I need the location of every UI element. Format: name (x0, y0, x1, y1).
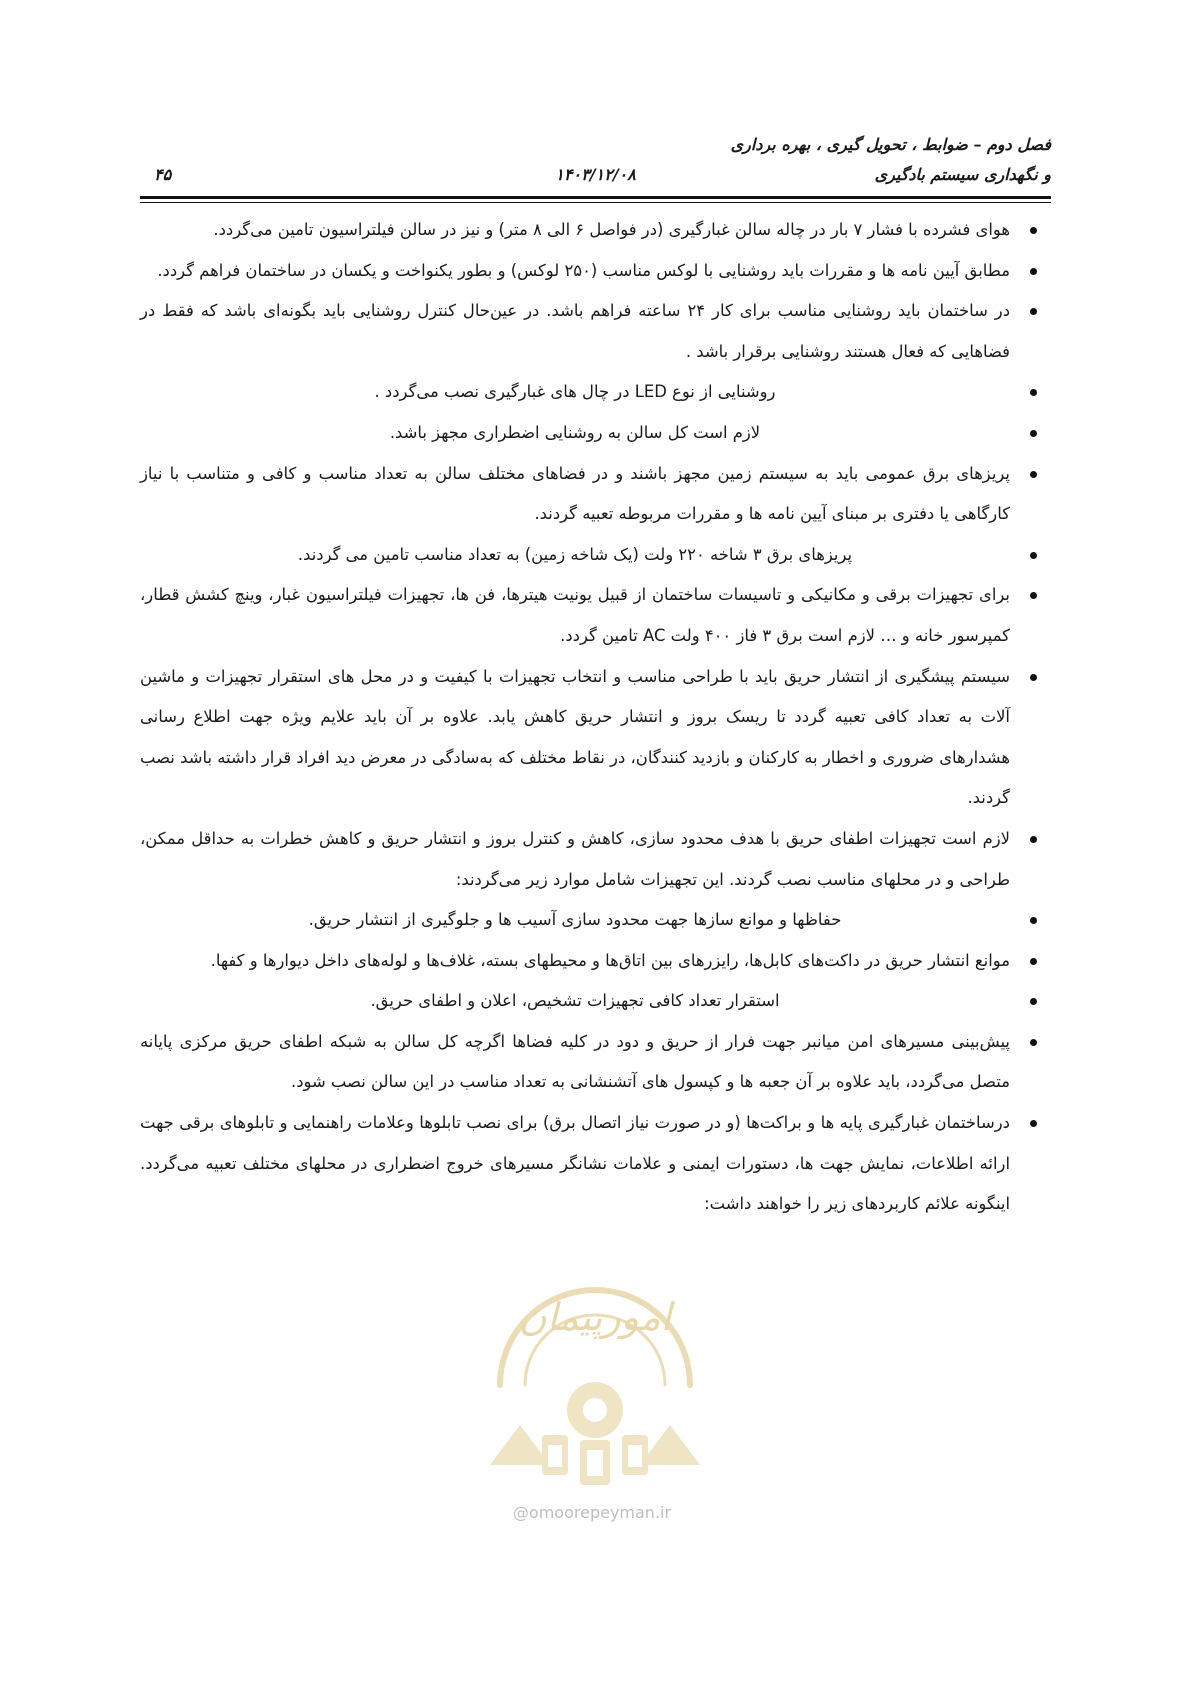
bullet-icon (1030, 836, 1037, 843)
list-item: برای تجهیزات برقی و مکانیکی و تاسیسات ساختمان از قبیل یونیت هیترها، فن ها، تجهیزات فیلتراسیون غبار، وینچ کشش قطار، کمپرسور خانه و … لازم است برق ۳ فاز ۴۰۰ ولت AC تامین گردد. (140, 575, 1051, 656)
bullet-icon (1030, 1120, 1037, 1127)
bullet-icon (1030, 268, 1037, 275)
list-item: موانع انتشار حریق در داکت‌های کابل‌ها، رایزرهای بین اتاق‌ها و محیطهای بسته، غلاف‌ها و لوله‌های داخل دیوارها و کفها. (140, 941, 1051, 982)
page-number: ۴۵ (154, 165, 172, 184)
list-item: لازم است کل سالن به روشنایی اضطراری مجهز باشد. (140, 413, 1051, 454)
watermark-logo-text: امورپیمان (518, 1295, 672, 1339)
list-item: استقرار تعداد کافی تجهیزات تشخیص، اعلان و اطفای حریق. (140, 981, 1051, 1022)
bullet-icon (1030, 958, 1037, 965)
watermark-logo (430, 1235, 760, 1535)
list-item: حفاظها و موانع سازها جهت محدود سازی آسیب ها و جلوگیری از انتشار حریق. (140, 900, 1051, 941)
list-item: لازم است تجهیزات اطفای حریق با هدف محدود سازی، کاهش و کنترل بروز و انتشار حریق و کاهش خطرات به حداقل ممکن، طراحی و در محلهای مناسب نصب گردند. این تجهیزات شامل موارد زیر می‌گردند: (140, 819, 1051, 900)
header-rule-thick (140, 196, 1051, 199)
bullet-list (140, 210, 1051, 1225)
list-item: سیستم پیشگیری از انتشار حریق باید با طراحی مناسب و انتخاب تجهیزات با کیفیت و در محل های استقرار تجهیزات و ماشین آلات به تعداد کافی تعبیه گردد تا ریسک بروز و انتشار حریق کاهش یابد. علاوه بر آن باید علایم ویژه جهت اطلاع رسانی هشدارهای ضروری و اخطار به کارکنان و بازدید کنندگان، در نقاط مختلف که به‌سادگی در معرض دید افراد قرار داشته باشد نصب گردند. (140, 657, 1051, 819)
bullet-icon (1030, 674, 1037, 681)
bullet-icon (1030, 430, 1037, 437)
list-item: پیش‌بینی مسیرهای امن میانبر جهت فرار از حریق و دود در کلیه فضاها اگرچه کل سالن به شبکه اطفای حریق مرکزی پایانه متصل می‌گردد، باید علاوه بر آن جعبه ها و کپسول های آتشنشانی به تعداد مناسب در این سالن نصب شود. (140, 1022, 1051, 1103)
bullet-icon (1030, 552, 1037, 559)
chapter-title-line-2: و نگهداری سیستم بادگیری (874, 165, 1051, 184)
bullet-icon (1030, 389, 1037, 396)
chapter-title-line-1: فصل دوم – ضوابط ، تحویل گیری ، بهره برداری (730, 135, 1051, 154)
list-item: در ساختمان باید روشنایی مناسب برای کار ۲۴ ساعته فراهم باشد. در عین‌حال کنترل روشنایی باید بگونه‌ای باشد که فقط در فضاهایی که فعال هستند روشنایی برقرار باشد . (140, 291, 1051, 372)
list-item: مطابق آیین نامه ها و مقررات باید روشنایی با لوکس مناسب (۲۵۰ لوکس) و بطور یکنواخت و یکسان در ساختمان فراهم گردد. (140, 251, 1051, 292)
bullet-icon (1030, 471, 1037, 478)
bullet-icon (1030, 308, 1037, 315)
bullet-icon (1030, 1039, 1037, 1046)
list-item: پریزهای برق عمومی باید به سیستم زمین مجهز باشند و در فضاهای مختلف سالن به تعداد مناسب و کافی و متناسب با نیاز کارگاهی یا دفتری بر مبنای آیین نامه ها و مقررات مربوطه تعبیه گردند. (140, 454, 1051, 535)
document-date: ۱۴۰۳/۱۲/۰۸ (555, 165, 636, 184)
bullet-icon (1030, 917, 1037, 924)
page-body (140, 210, 1051, 1225)
list-item: پریزهای برق ۳ شاخه ۲۲۰ ولت (یک شاخه زمین) به تعداد مناسب تامین می گردند. (140, 535, 1051, 576)
watermark-url: @omoorepeyman.ir (512, 1503, 672, 1522)
bullet-icon (1030, 592, 1037, 599)
bullet-icon (1030, 227, 1037, 234)
list-item: هوای فشرده با فشار ۷ بار در چاله سالن غبارگیری (در فواصل ۶ الی ۸ متر) و نیز در سالن فیلتراسیون تامین می‌گردد. (140, 210, 1051, 251)
list-item: روشنایی از نوع LED در چال های غبارگیری نصب می‌گردد . (140, 372, 1051, 413)
bullet-icon (1030, 998, 1037, 1005)
header-rule-thin (140, 202, 1051, 203)
running-header (140, 130, 1051, 192)
list-item: درساختمان غبارگیری پایه ها و براکت‌ها (و در صورت نیاز اتصال برق) برای نصب تابلوها وعلامات راهنمایی و تابلوهای برقی جهت ارائه اطلاعات، نمایش جهت ها، دستورات ایمنی و علامات نشانگر مسیرهای خروج اضطراری در محلهای مختلف تعبیه می‌گردد. اینگونه علائم کاربردهای زیر را خواهند داشت: (140, 1103, 1051, 1225)
